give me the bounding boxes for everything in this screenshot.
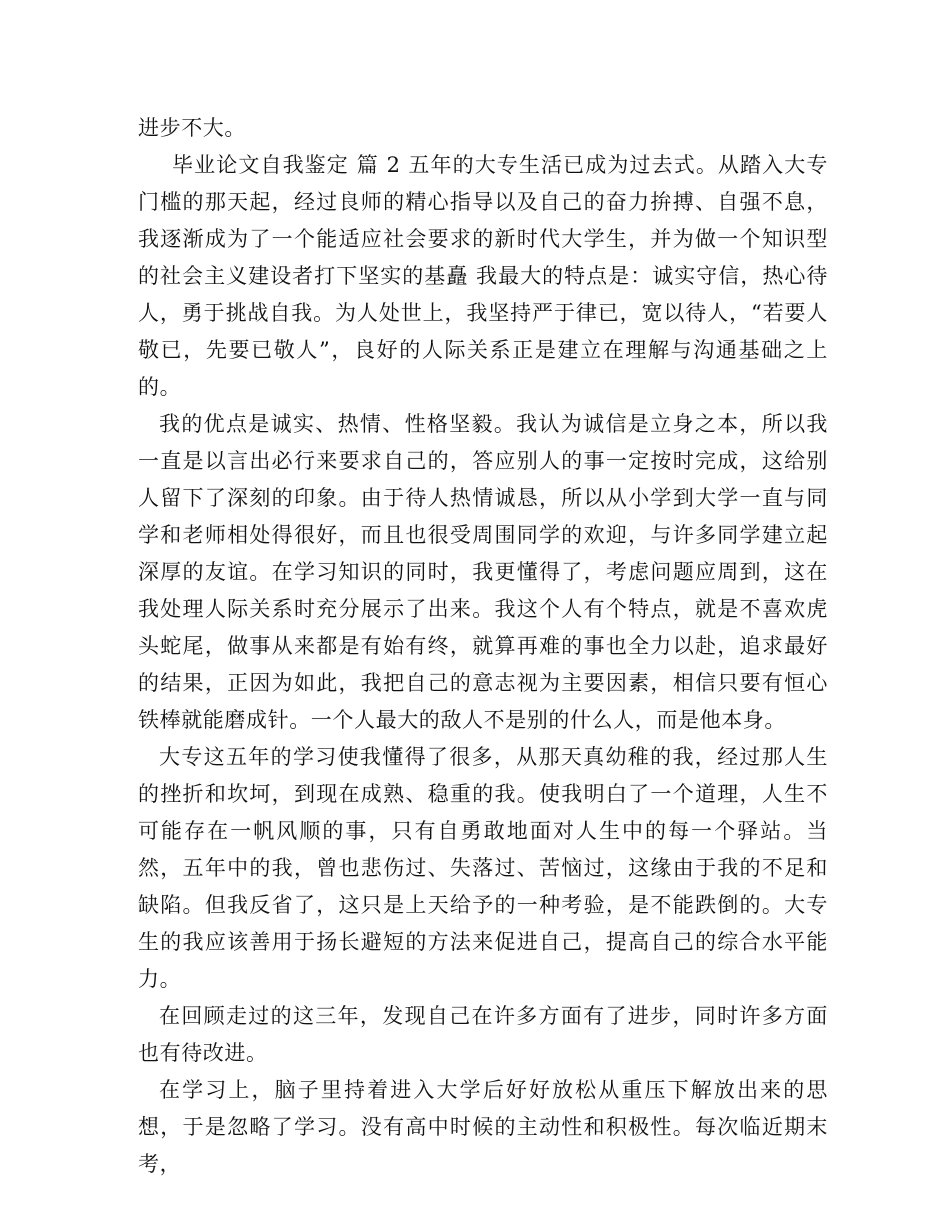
- document-body: [138, 110, 828, 1183]
- paragraph-strengths: 我的优点是诚实、热情、性格坚毅。我认为诚信是立身之本，所以我一直是以言出必行来要求自己的，答应别人的事一定按时完成，这给别人留下了深刻的印象。由于待人热情诚恳，所以从小学到大学一直与同学和老师相处得很好，而且也很受周围同学的欢迎，与许多同学建立起深厚的友谊。在学习知识的同时，我更懂得了，考虑问题应周到，这在我处理人际关系时充分展示了出来。我这个人有个特点，就是不喜欢虎头蛇尾，做事从来都是有始有终，就算再难的事也全力以赴，追求最好的结果，正因为如此，我把自己的意志视为主要因素，相信只要有恒心铁棒就能磨成针。一个人最大的敌人不是别的什么人，而是他本身。: [138, 412, 828, 732]
- paragraph-study: 在学习上，脑子里持着进入大学后好好放松从重压下解放出来的思想，于是忽略了学习。没有高中时候的主动性和积极性。每次临近期末考，: [138, 1078, 828, 1176]
- paragraph-review: 在回顾走过的这三年，发现自己在许多方面有了进步，同时许多方面也有待改进。: [138, 1004, 828, 1065]
- paragraph-continuation: 进步不大。: [138, 116, 246, 140]
- paragraph-growth: 大专这五年的学习使我懂得了很多，从那天真幼稚的我，经过那人生的挫折和坎坷，到现在成熟、稳重的我。使我明白了一个道理，人生不可能存在一帆风顺的事，只有自勇敢地面对人生中的每一个驿站。当然，五年中的我，曾也悲伤过、失落过、苦恼过，这缘由于我的不足和缺陷。但我反省了，这只是上天给予的一种考验，是不能跌倒的。大专生的我应该善用于扬长避短的方法来促进自己，提高自己的综合水平能力。: [138, 745, 828, 991]
- paragraph-section-2-intro: 毕业论文自我鉴定 篇 2 五年的大专生活已成为过去式。从踏入大专门槛的那天起，经过良师的精心指导以及自己的奋力拚搏、自强不息，我逐渐成为了一个能适应社会要求的新时代大学生，并为做一个知识型的社会主义建设者打下坚实的基矗 我最大的特点是：诚实守信，热心待人，勇于挑战自我。为人处世上，我坚持严于律已，宽以待人，“若要人敬已，先要已敬人”，良好的人际关系正是建立在理解与沟通基础之上的。: [138, 153, 828, 399]
